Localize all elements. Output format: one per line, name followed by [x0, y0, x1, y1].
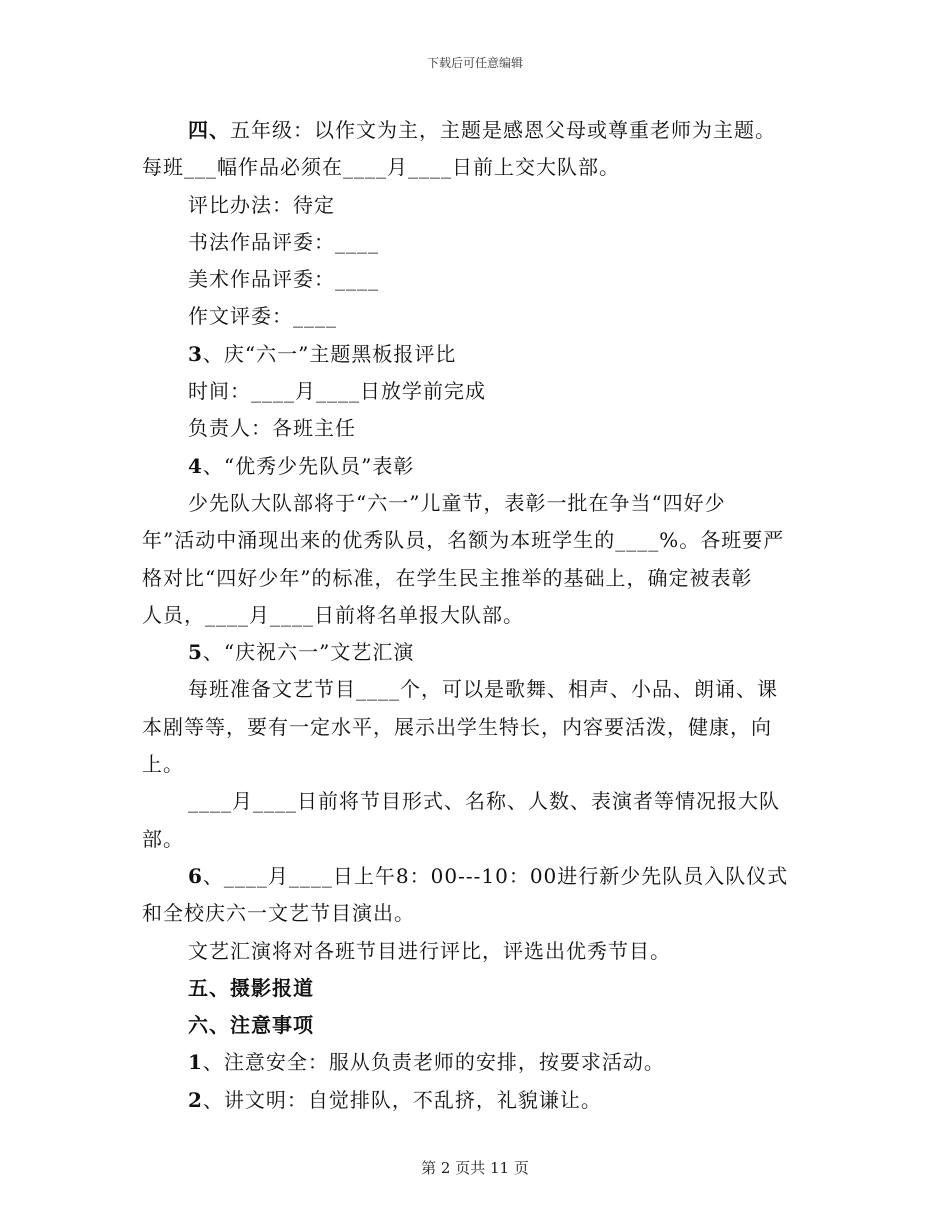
section-number: 四、 — [188, 118, 230, 142]
paragraph — [142, 1044, 802, 1081]
paragraph: 上。 — [142, 752, 184, 777]
document-body — [142, 112, 802, 1119]
paragraph: 格对比“四好少年”的标准，在学生民主推举的基础上，确定被表彰 — [142, 565, 753, 590]
paragraph: 时间：____月____日放学前完成 — [188, 379, 486, 404]
paragraph: 作文评委：____ — [188, 304, 337, 329]
section-heading: 五、摄影报道 — [188, 975, 314, 1000]
page-header: 下载后可任意编辑 — [426, 56, 523, 70]
item-number: 5 — [188, 640, 203, 665]
paragraph — [142, 858, 802, 895]
paragraph-text: 、注意安全：服从负责老师的安排，按要求活动。 — [202, 1050, 665, 1075]
item-number: 6 — [188, 863, 203, 888]
paragraph: 每班准备文艺节目____个，可以是歌舞、相声、小品、朗诵、课 — [188, 677, 778, 702]
paragraph — [142, 112, 802, 149]
paragraph-text: 五年级：以作文为主，主题是感恩父母或尊重老师为主题。 — [230, 118, 776, 142]
paragraph: 年”活动中涌现出来的优秀队员，名额为本班学生的____%。各班要严 — [142, 528, 785, 553]
paragraph-text: 、“优秀少先队员”表彰 — [202, 453, 415, 478]
item-number: 3 — [188, 341, 203, 366]
paragraph — [142, 448, 802, 485]
paragraph — [142, 1082, 802, 1119]
paragraph: 书法作品评委：____ — [188, 229, 379, 254]
paragraph-text: 、讲文明：自觉排队，不乱挤，礼貌谦让。 — [202, 1087, 602, 1112]
paragraph-text: 、“庆祝六一”文艺汇演 — [202, 640, 415, 665]
paragraph — [142, 336, 802, 373]
section-heading: 六、注意事项 — [188, 1013, 314, 1038]
paragraph: 和全校庆六一文艺节目演出。 — [142, 901, 415, 926]
paragraph: 本剧等等，要有一定水平，展示出学生特长，内容要活泼，健康，向 — [142, 714, 772, 739]
paragraph: 文艺汇演将对各班节目进行评比，评选出优秀节目。 — [188, 938, 671, 963]
paragraph-text: 、____月____日上午8：00---10：00进行新少先队员入队仪式 — [202, 863, 789, 888]
paragraph-text: 、庆“六一”主题黑板报评比 — [202, 341, 457, 366]
paragraph: 每班___幅作品必须在____月____日前上交大队部。 — [142, 155, 620, 180]
paragraph: ____月____日前将节目形式、名称、人数、表演者等情况报大队 — [188, 789, 780, 814]
item-number: 2 — [188, 1087, 203, 1112]
paragraph: 负责人：各班主任 — [188, 416, 356, 441]
item-number: 1 — [188, 1050, 203, 1075]
paragraph — [142, 634, 802, 671]
page-footer: 第 2 页共 11 页 — [421, 1159, 529, 1177]
paragraph: 少先队大队部将于“六一”儿童节，表彰一批在争当“四好少 — [188, 490, 726, 515]
paragraph: 评比办法：待定 — [188, 192, 335, 217]
paragraph: 美术作品评委：____ — [188, 267, 379, 292]
paragraph: 部。 — [142, 826, 184, 851]
paragraph: 人员，____月____日前将名单报大队部。 — [142, 602, 524, 627]
item-number: 4 — [188, 453, 203, 478]
